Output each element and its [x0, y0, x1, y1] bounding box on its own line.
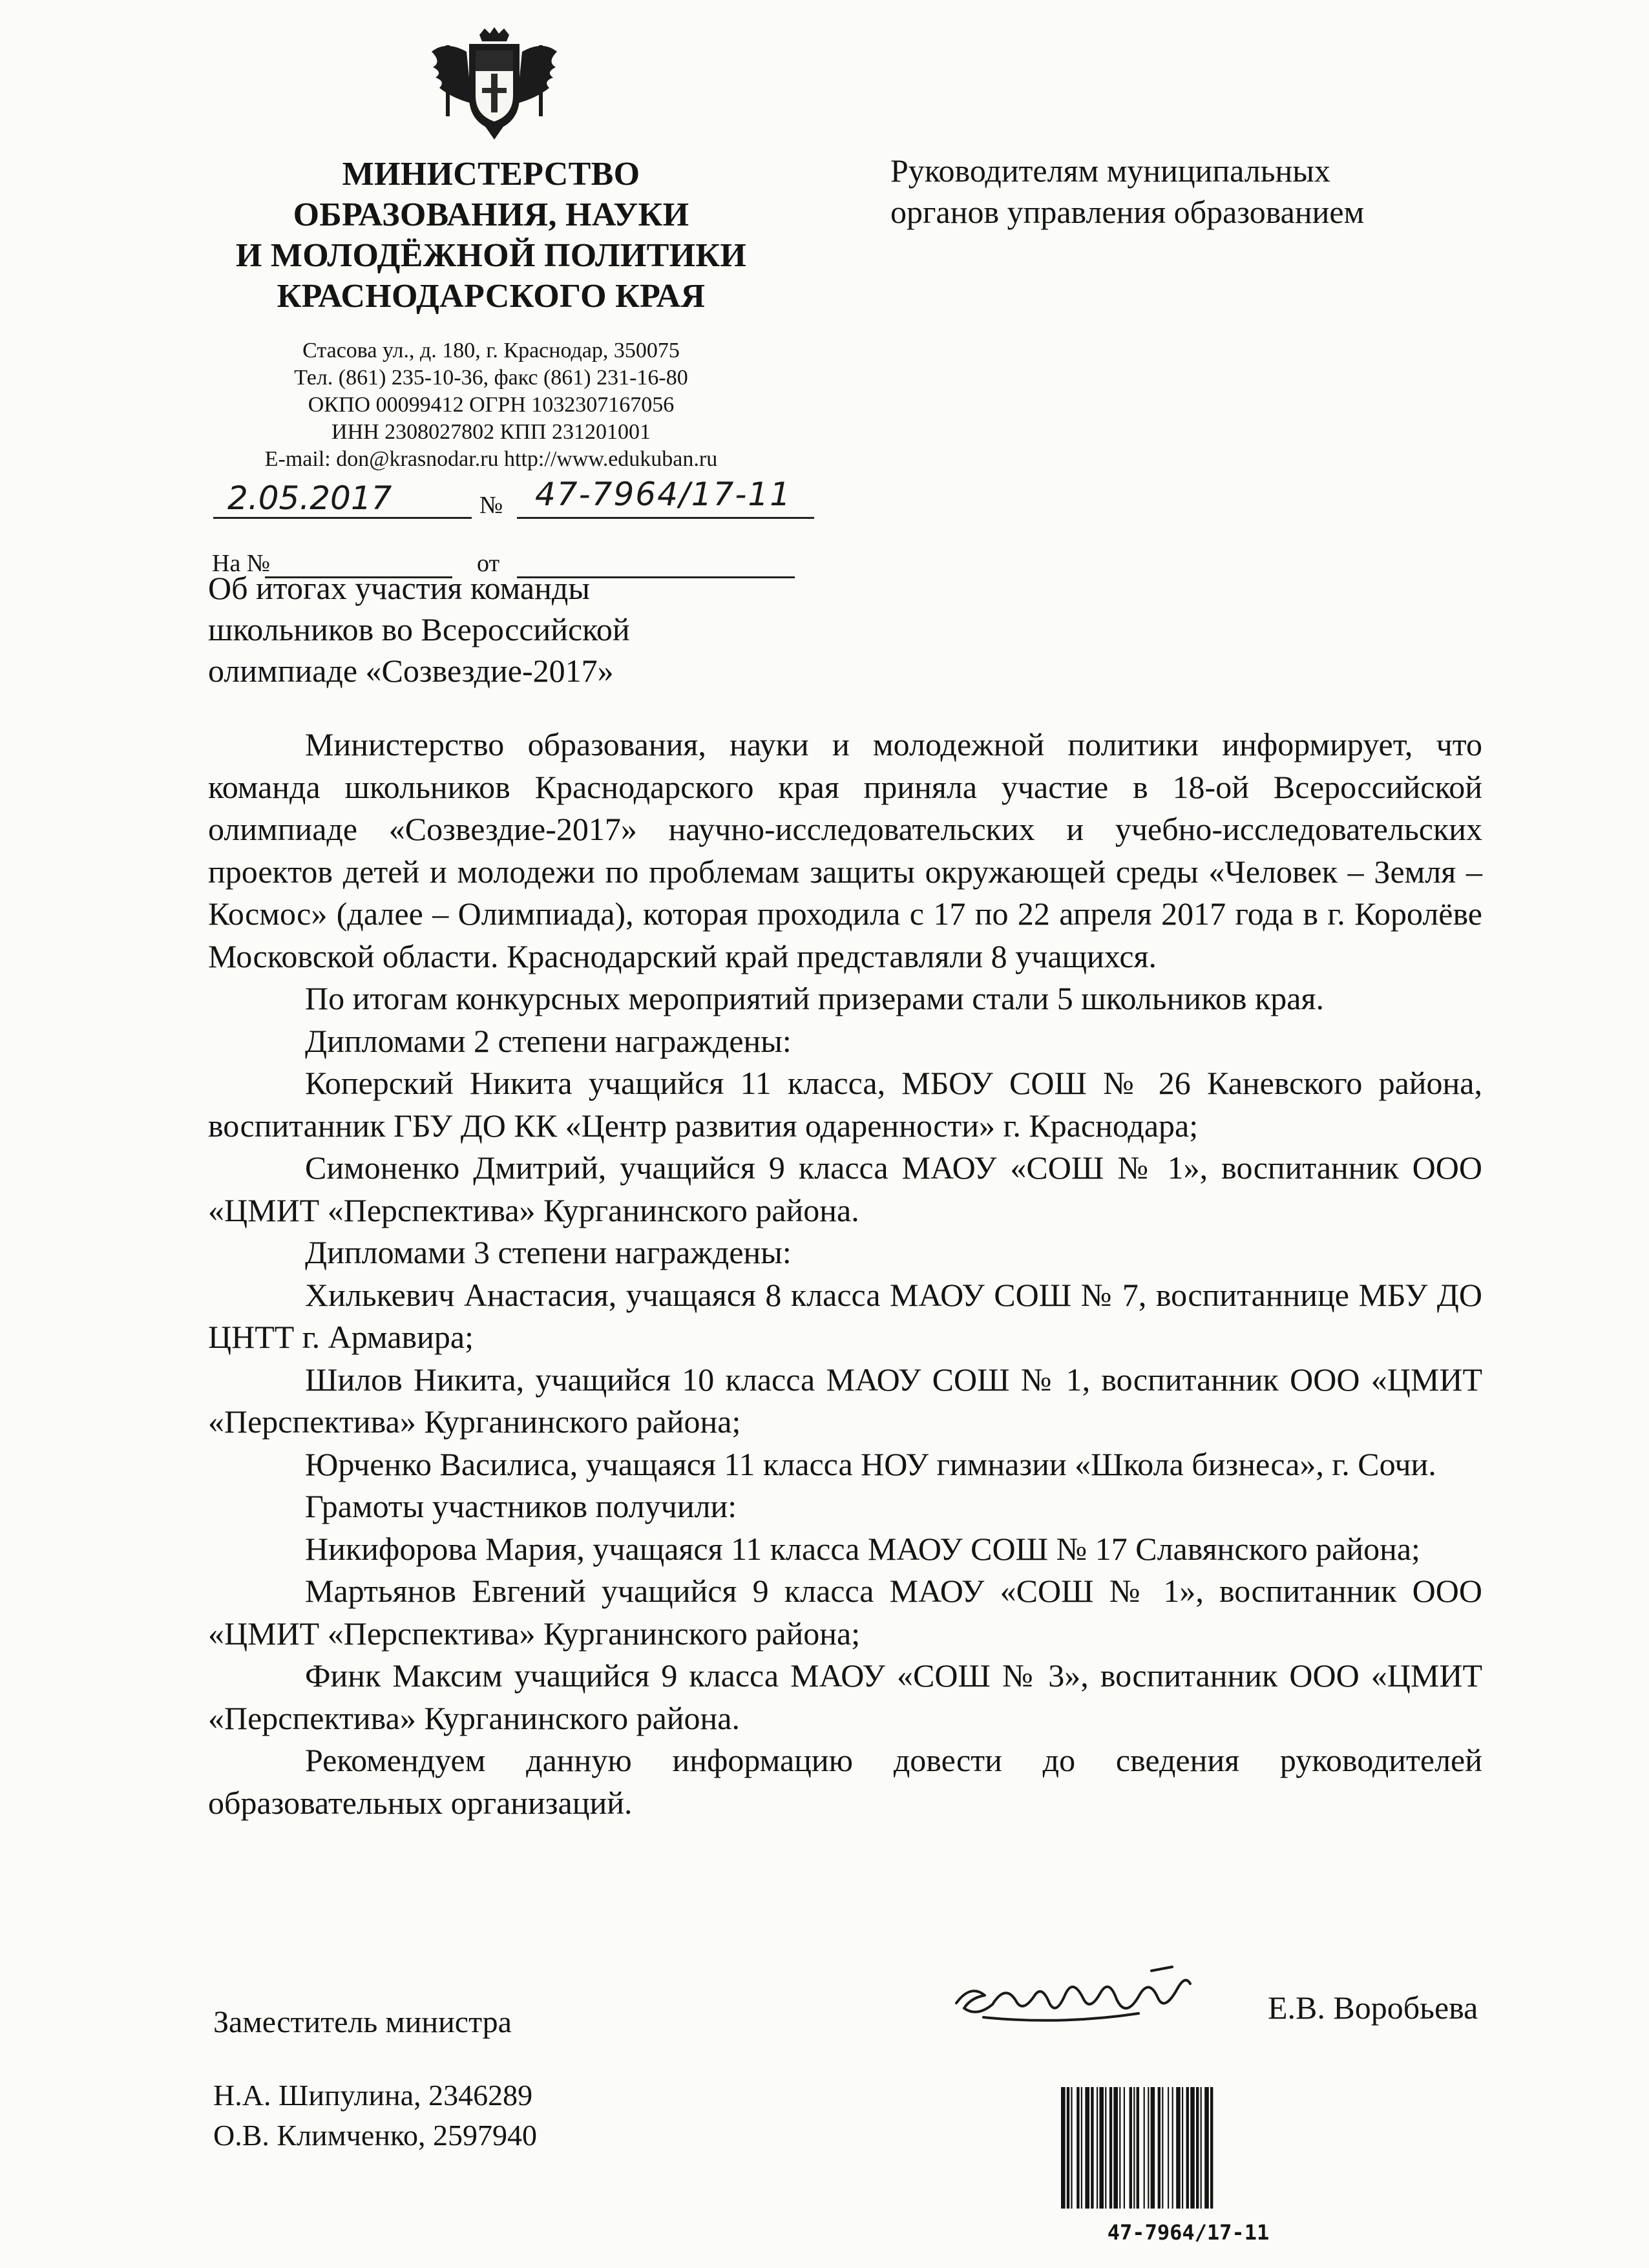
barcode-bar: [1077, 2087, 1079, 2209]
number-underline: [517, 517, 814, 519]
ref-label: На №: [212, 550, 271, 577]
barcode-bar: [1168, 2087, 1169, 2209]
recipient-line: органов управления образованием: [890, 194, 1365, 230]
number-label: №: [479, 492, 503, 519]
subject-line: Об итогах участия команды: [208, 570, 590, 606]
barcode-bar: [1210, 2087, 1213, 2209]
barcode-bar: [1113, 2087, 1118, 2209]
barcode-bar: [1061, 2087, 1066, 2209]
phone-line: Тел. (861) 235-10-36, факс (861) 231-16-80: [294, 366, 688, 390]
barcode-number: 47-7964/17-11: [1107, 2220, 1270, 2245]
coat-of-arms-icon: [426, 26, 562, 142]
body-paragraph: Шилов Никита, учащийся 10 класса МАОУ СОШ № 1, воспитанник ООО «ЦМИТ «Перспектива» Курганинского района;: [208, 1361, 1482, 1440]
ministry-name-line: МИНИСТЕРСТВО: [342, 156, 640, 193]
barcode-bar: [1148, 2087, 1149, 2209]
barcode-bar: [1124, 2087, 1125, 2209]
signer-name: Е.В. Воробьева: [1268, 1990, 1478, 2026]
barcode-bar: [1172, 2087, 1173, 2209]
barcode-bar: [1162, 2087, 1163, 2209]
body-paragraph: Финк Максим учащийся 9 класса МАОУ «СОШ № 3», воспитанник ООО «ЦМИТ «Перспектива» Курганинского района.: [208, 1657, 1482, 1736]
executor-line: Н.А. Шипулина, 2346289: [213, 2079, 533, 2112]
body-paragraph: Мартьянов Евгений учащийся 9 класса МАОУ «СОШ № 1», воспитанник ООО «ЦМИТ «Перспектива» Курганинского района;: [208, 1573, 1482, 1652]
barcode-bar: [1201, 2087, 1202, 2209]
inn-line: ИНН 2308027802 КПП 231201001: [331, 420, 651, 444]
ministry-name-line: КРАСНОДАРСКОГО КРАЯ: [277, 278, 706, 315]
signer-title: Заместитель министра: [213, 2005, 512, 2039]
barcode-bar: [1158, 2087, 1161, 2209]
barcode-bar: [1151, 2087, 1155, 2209]
barcode-bar: [1137, 2087, 1139, 2209]
body-paragraph: Симоненко Дмитрий, учащийся 9 класса МАОУ «СОШ № 1», воспитанник ООО «ЦМИТ «Перспектива» Курганинского района.: [208, 1150, 1482, 1228]
recipient: [890, 150, 1537, 233]
barcode-bar: [1129, 2087, 1132, 2209]
barcode-bar: [1204, 2087, 1209, 2209]
barcode-icon: [1056, 2083, 1321, 2212]
barcode-bar: [1081, 2087, 1082, 2209]
date-underline: [213, 517, 472, 519]
body-paragraph: Министерство образования, науки и молодежной политики информирует, что команда школьников Краснодарского края приняла участие в 18-ой Всероссийской олимпиаде «Созвездие-2017» научно-исследовательских и учебно-исследовательских проектов детей и молодежи по проблемам защиты окружающей среды «Человек – Земля – Космос» (далее – Олимпиада), которая проходила с 17 по 22 апреля 2017 года в г. Королёве Московской области. Краснодарский край представляли 8 учащихся.: [208, 726, 1482, 974]
body-paragraph: Рекомендуем данную информацию довести до сведения руководителей образовательных организаций.: [208, 1742, 1482, 1821]
body-paragraph: По итогам конкурсных мероприятий призерами стали 5 школьников края.: [305, 980, 1325, 1016]
barcode-bar: [1182, 2087, 1183, 2209]
barcode-bar: [1196, 2087, 1199, 2209]
ministry-address: [187, 337, 795, 473]
barcode-bar: [1097, 2087, 1098, 2209]
handwritten-signature: [945, 1958, 1216, 2035]
barcode-bar: [1186, 2087, 1189, 2209]
subject-line: олимпиаде «Созвездие-2017»: [208, 653, 614, 689]
email-line: E-mail: don@krasnodar.ru http://www.edukuban.ru: [264, 447, 718, 471]
barcode-bar: [1091, 2087, 1093, 2209]
barcode-bar: [1085, 2087, 1089, 2209]
barcode-bar: [1099, 2087, 1104, 2209]
barcode-bar: [1190, 2087, 1195, 2209]
letter-body: [208, 724, 1482, 1824]
body-paragraph: Грамоты участников получили:: [305, 1488, 737, 1524]
registration-number: 47-7964/17-11: [535, 476, 792, 513]
barcode-bar: [1109, 2087, 1112, 2209]
ministry-name-line: ОБРАЗОВАНИЯ, НАУКИ: [293, 196, 689, 233]
body-paragraph: Дипломами 2 степени награждены:: [305, 1022, 792, 1059]
body-paragraph: Юрченко Василиса, учащаяся 11 класса НОУ гимназии «Школа бизнеса», г. Сочи.: [305, 1445, 1436, 1482]
recipient-line: Руководителям муниципальных: [890, 152, 1330, 189]
barcode-bar: [1176, 2087, 1181, 2209]
body-paragraph: Коперский Никита учащийся 11 класса, МБОУ СОШ № 26 Каневского района, воспитанник ГБУ ДО КК «Центр развития одаренности» г. Краснодара;: [208, 1065, 1482, 1144]
okpo-line: ОКПО 00099412 ОГРН 1032307167056: [308, 393, 675, 417]
letter-subject: [208, 567, 764, 691]
from-label: от: [477, 550, 500, 577]
executors: [213, 2075, 537, 2156]
executor-line: О.В. Климченко, 2597940: [213, 2119, 537, 2152]
barcode-bar: [1105, 2087, 1106, 2209]
ministry-name: [187, 154, 795, 317]
barcode-bar: [1071, 2087, 1072, 2209]
body-paragraph: Дипломами 3 степени награждены:: [305, 1234, 792, 1270]
barcode-bar: [1144, 2087, 1145, 2209]
barcode-bar: [1067, 2087, 1069, 2209]
body-paragraph: Хилькевич Анастасия, учащаяся 8 класса МАОУ СОШ № 7, воспитаннице МБУ ДО ЦНТТ г. Армавира;: [208, 1276, 1482, 1355]
barcode-bar: [1133, 2087, 1135, 2209]
address-line: Стасова ул., д. 180, г. Краснодар, 350075: [302, 339, 680, 362]
ministry-name-line: И МОЛОДЁЖНОЙ ПОЛИТИКИ: [235, 237, 747, 274]
barcode-bar: [1119, 2087, 1120, 2209]
registration-date: 2.05.2017: [227, 479, 392, 517]
subject-line: школьников во Всероссийской: [208, 611, 630, 647]
body-paragraph: Никифорова Мария, учащаяся 11 класса МАОУ СОШ № 17 Славянского района;: [305, 1530, 1420, 1567]
